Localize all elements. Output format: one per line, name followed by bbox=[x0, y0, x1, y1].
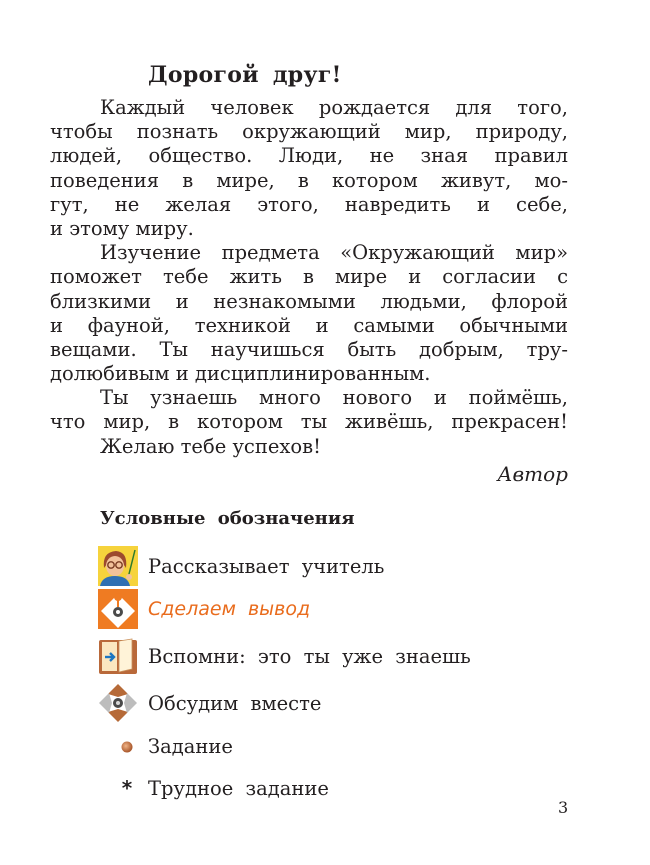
legend-label: Рассказывает учитель bbox=[148, 554, 385, 578]
bullet-icon bbox=[120, 741, 134, 753]
text-line: поведения в мире, в котором живут, мо- bbox=[50, 168, 568, 192]
text-line: что мир, в котором ты живёшь, прекрасен! bbox=[50, 410, 568, 434]
text-line: и этому миру. bbox=[50, 216, 194, 240]
text-line: Желаю тебе успехов! bbox=[100, 434, 321, 458]
legend-item-discuss bbox=[98, 683, 321, 723]
legend-item-task bbox=[98, 735, 233, 758]
text-line: долюбивым и дисциплинированным. bbox=[50, 362, 431, 386]
legend-item-hard-task bbox=[98, 776, 329, 800]
letter-body bbox=[50, 96, 568, 459]
text-line: вещами. Ты научишься быть добрым, тру- bbox=[50, 337, 568, 361]
book-icon bbox=[98, 636, 138, 676]
text-line: Ты узнаешь много нового и поймёшь, bbox=[100, 386, 568, 410]
author-signature: Автор bbox=[497, 462, 568, 486]
page-title: Дорогой друг! bbox=[148, 62, 342, 88]
legend-label: Обсудим вместе bbox=[148, 691, 322, 715]
legend-label: Задание bbox=[148, 735, 233, 758]
legend-item-book bbox=[98, 636, 471, 676]
asterisk-icon: * bbox=[121, 776, 133, 800]
text-line: поможет тебе жить в мире и согласии с bbox=[50, 265, 568, 289]
legend-item-teacher bbox=[98, 546, 384, 586]
text-line: чтобы познать окружающий мир, природу, bbox=[50, 120, 568, 144]
text-line: Изучение предмета «Окружающий мир» bbox=[100, 241, 568, 265]
legend-label: Сделаем вывод bbox=[148, 598, 311, 620]
legend-item-conclusion bbox=[98, 589, 310, 629]
text-line: людей, общество. Люди, не зная правил bbox=[50, 144, 568, 168]
text-line: близкими и незнакомыми людьми, флорой bbox=[50, 289, 568, 313]
text-line: Каждый человек рождается для того, bbox=[100, 96, 568, 119]
discuss-icon bbox=[98, 683, 138, 723]
legend-label: Трудное задание bbox=[148, 776, 329, 800]
page-number: 3 bbox=[558, 798, 569, 817]
conclusion-icon bbox=[98, 589, 138, 629]
legend-title: Условные обозначения bbox=[100, 508, 355, 529]
legend-label: Вспомни: это ты уже знаешь bbox=[148, 644, 471, 668]
teacher-icon bbox=[98, 546, 138, 586]
text-line: и фауной, техникой и самыми обычными bbox=[50, 313, 568, 337]
text-line: гут, не желая этого, навредить и себе, bbox=[50, 192, 568, 216]
